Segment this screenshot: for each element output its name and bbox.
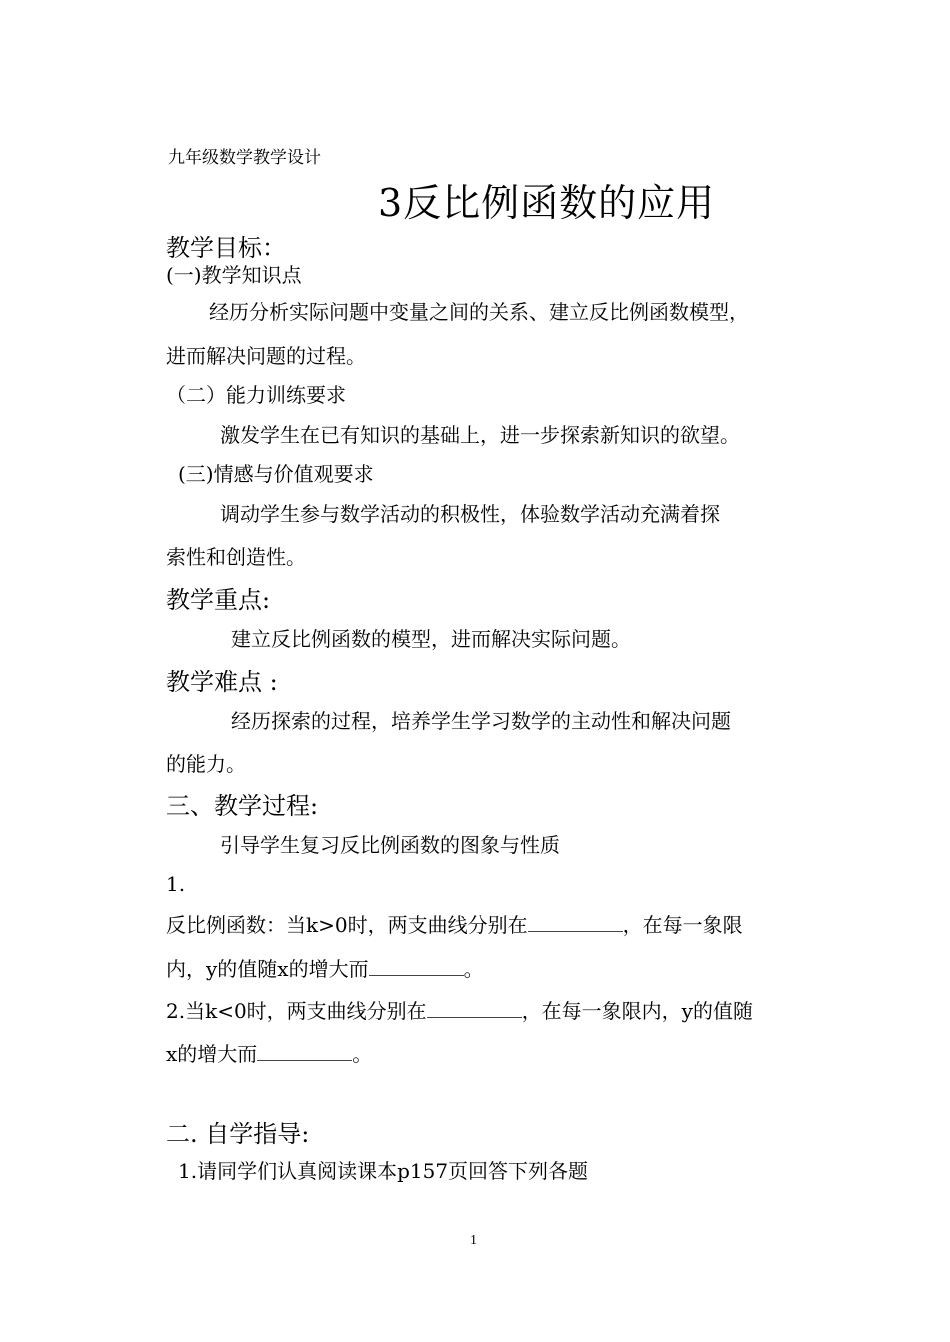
question-1-line-1 [166,909,743,938]
section-2-heading: （二）能力训练要求 [166,383,346,407]
key-points-text: 建立反比例函数的模型，进而解决实际问题。 [231,627,631,651]
section-1-text-cont: 进而解决问题的过程。 [166,344,366,368]
document-header: 九年级数学教学设计 [168,148,321,168]
key-points-heading: 教学重点: [166,586,271,614]
section-2-text: 激发学生在已有知识的基础上，进一步探索新知识的欲望。 [220,423,740,447]
question-2-text-cont: x的增大而 [166,1042,258,1066]
question-1-text-cont: 内，y的值随x的增大而 [166,957,369,981]
answer-blank [528,930,623,932]
section-3-text: 调动学生参与数学活动的积极性，体验数学活动充满着探 [220,502,720,526]
difficulty-heading: 教学难点 : [166,668,278,696]
answer-blank [257,1059,352,1061]
question-2-line-1 [166,995,753,1024]
page-title: 3反比例函数的应用 [378,181,716,225]
difficulty-text-cont: 的能力。 [166,752,246,776]
section-3-text-cont: 索性和创造性。 [166,545,306,569]
goals-heading: 教学目标： [166,234,286,262]
question-2-text-tail: ，在每一象限内，y的值随 [521,999,753,1023]
question-1-period: 。 [463,957,484,981]
question-1-text: 反比例函数：当k>0时，两支曲线分别在 [166,913,528,937]
self-study-text: 1.请同学们认真阅读课本p157页回答下列各题 [178,1159,589,1183]
page-number: 1 [470,1233,477,1248]
question-2-period: 。 [352,1042,373,1066]
section-1-heading: (一)教学知识点 [166,263,302,287]
question-1-line-2 [166,953,484,982]
process-intro: 引导学生复习反比例函数的图象与性质 [220,833,560,857]
answer-blank [369,974,464,976]
process-heading: 三、教学过程: [166,792,319,820]
question-2-text: 2.当k<0时，两支曲线分别在 [166,999,427,1023]
self-study-heading: 二. 自学指导: [166,1120,310,1148]
answer-blank [427,1016,522,1018]
section-3-heading: (三)情感与价值观要求 [178,462,374,486]
question-2-line-2 [166,1038,372,1067]
item-1-number: 1. [166,872,186,896]
section-1-text: 经历分析实际问题中变量之间的关系、建立反比例函数模型， [209,300,749,324]
difficulty-text: 经历探索的过程，培养学生学习数学的主动性和解决问题 [231,709,731,733]
question-1-text-tail: ，在每一象限 [622,913,743,937]
